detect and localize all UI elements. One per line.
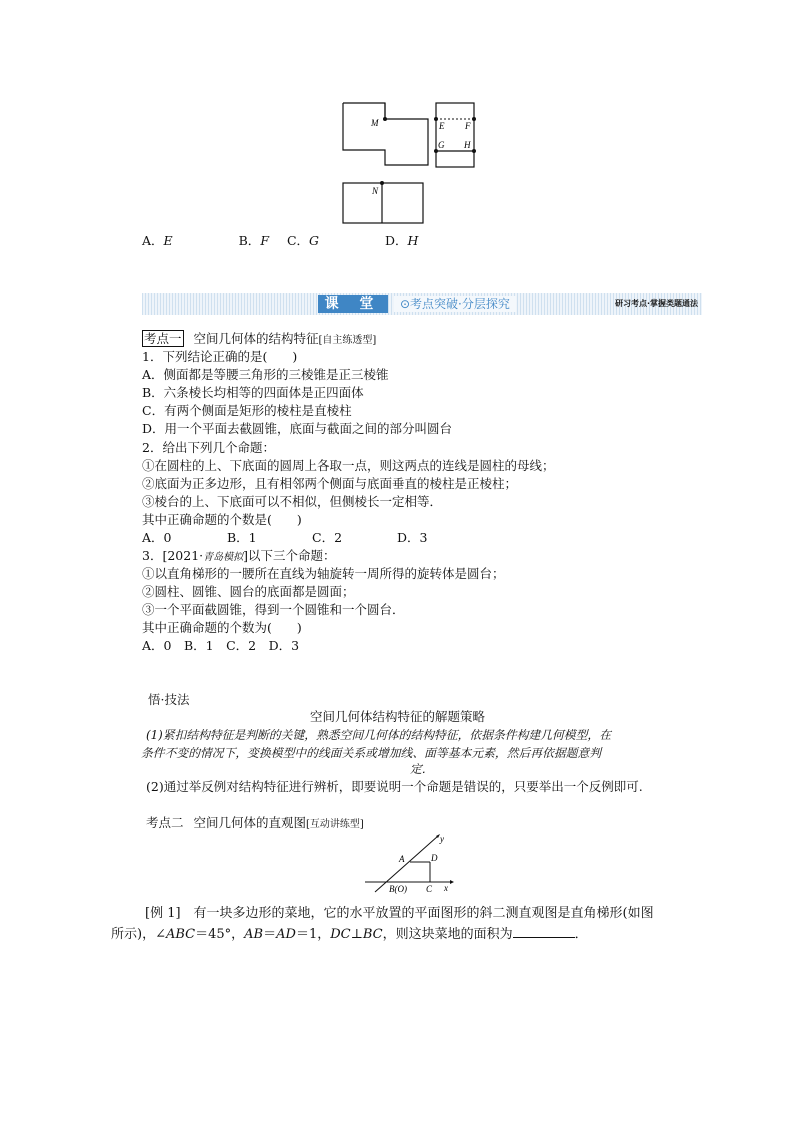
point-label-BO: B(O) <box>389 884 407 894</box>
point-F <box>472 117 476 121</box>
q2-prop2: ②底面为正多边形，且有相邻两个侧面与底面垂直的棱柱是正棱柱； <box>142 476 518 491</box>
label-E: E <box>439 121 445 131</box>
section-banner <box>142 293 702 315</box>
q3-stem: 3．[2021·青岛模拟]以下三个命题： <box>142 548 336 563</box>
label-G: G <box>438 140 445 150</box>
axis-label-x: x <box>444 883 448 893</box>
point-label-D: D <box>431 853 438 863</box>
q2-prop1: ①在圆柱的上、下底面的圆周上各取一点，则这两点的连线是圆柱的母线； <box>142 458 555 473</box>
q1-option-c: C．有两个侧面是矩形的棱柱是直棱柱 <box>142 403 352 418</box>
point-M <box>383 117 387 121</box>
q3-prop1: ①以直角梯形的一腰所在直线为轴旋转一周所得的旋转体是圆台； <box>142 566 505 581</box>
figure-options: A．E B．F C．G D．H <box>142 233 419 248</box>
label-M: M <box>371 118 379 128</box>
q2-ask: 其中正确命题的个数是( ) <box>142 512 302 527</box>
label-N: N <box>372 186 379 196</box>
banner-title: 课 堂 <box>318 295 388 313</box>
oblique-axis-figure <box>360 832 460 894</box>
topic2-tag: [互动讲练型] <box>306 819 364 830</box>
method-title: 空间几何体结构特征的解题策略 <box>310 709 486 724</box>
topic2-heading <box>146 815 364 833</box>
point-E <box>434 117 438 121</box>
topic2-title: 空间几何体的直观图 <box>193 815 307 830</box>
q3-prop3: ③一个平面截圆锥，得到一个圆锥和一个圆台． <box>142 602 405 617</box>
q3-ask: 其中正确命题的个数为( ) <box>142 620 302 635</box>
banner-right-text: 研习考点·掌握类题通法 <box>614 299 698 308</box>
topic1-heading <box>142 331 376 349</box>
q1-option-b: B．六条棱长均相等的四面体是正四面体 <box>142 385 364 400</box>
topic2-label: 考点二 <box>146 815 184 830</box>
q1-option-a: A．侧面都是等腰三角形的三棱锥是正三棱锥 <box>142 367 389 382</box>
q1-stem: 1．下列结论正确的是( ) <box>142 349 298 364</box>
method-p2: (2)通过举反例对结构特征进行辨析，即要说明一个命题是错误的，只要举出一个反例即可. <box>146 779 643 794</box>
method-p1-line1: (1)紧扣结构特征是判断的关键，熟悉空间几何体的结构特征，依据条件构建几何模型，在 <box>146 728 611 742</box>
topic1-title: 空间几何体的结构特征 <box>193 331 319 346</box>
q2-stem: 2．给出下列几个命题： <box>142 440 275 455</box>
q2-options: A．0 B．1 C．2 D．3 <box>142 530 428 545</box>
topic1-label: 考点一 <box>144 331 182 346</box>
banner-subtitle: ⊙考点突破·分层探究 <box>394 296 516 312</box>
label-H: H <box>464 140 471 150</box>
q3-prop2: ②圆柱、圆锥、圆台的底面都是圆面； <box>142 584 355 599</box>
point-label-C: C <box>426 884 433 894</box>
q2-prop3: ③棱台的上、下底面可以不相似，但侧棱长一定相等． <box>142 494 443 509</box>
method-heading: 悟·技法 <box>148 692 190 707</box>
point-H <box>472 149 476 153</box>
top-view-outline <box>343 183 423 223</box>
example1-line1: [例 1] 有一块多边形的菜地，它的水平放置的平面图形的斜二测直观图是直角梯形(如图 <box>145 906 654 921</box>
three-view-figure <box>335 95 485 230</box>
method-p1-line3: 定． <box>410 762 434 776</box>
answer-blank[interactable] <box>513 925 575 938</box>
q1-option-d: D．用一个平面去截圆锥，底面与截面之间的部分叫圆台 <box>142 421 453 436</box>
side-view-outline <box>436 103 474 167</box>
point-N <box>380 181 384 185</box>
topic1-tag: [自主练透型] <box>318 335 377 346</box>
method-p1-line2: 条件不变的情况下，变换模型中的线面关系或增加线、面等基本元素，然后再依据题意判 <box>141 746 602 760</box>
example1-line2: 所示)，∠ABC＝45°，AB＝AD＝1，DC⊥BC，则这块菜地的面积为 ． <box>111 927 588 942</box>
label-F: F <box>465 121 471 131</box>
axis-label-y: y <box>440 834 444 844</box>
point-label-A: A <box>399 854 405 864</box>
q3-options: A．0 B．1 C．2 D．3 <box>142 638 300 653</box>
